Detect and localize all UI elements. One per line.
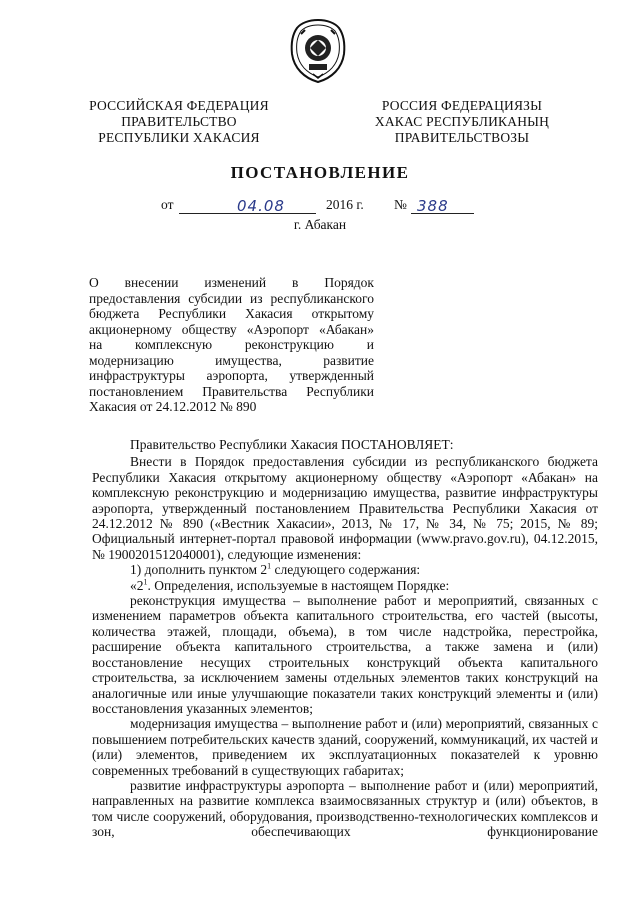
header-left-line: РОССИЙСКАЯ ФЕДЕРАЦИЯ [89,98,269,113]
subject-block [89,275,374,415]
subject-line: на комплексную реконструкцию и [89,337,374,352]
subject-line: бюджета Республики Хакасия открытому [89,306,374,321]
body-paragraph: реконструкция имущества – выполнение работ и мероприятий, связанных с изменением параметров объекта капитального строительства, его частей (высоты, количества этажей, площади, объема), в том числе надстройка, перестройка, расширение объекта капитального строительства, а также замена и (или) восстановление несущих строительных конструкций объекта капитального строительства, за исключением замены отдельных элементов таких конструкций на аналогичные или иные улучшающие показатели таких конструкций элементы и (или) восстановления указанных элементов; [92,593,598,716]
header-right-line: ХАКАС РЕСПУБЛИКАНЫҢ [374,114,550,129]
document-title: ПОСТАНОВЛЕНИЕ [230,163,410,182]
text-run: «2 [130,577,144,593]
date-from-label: от [161,197,174,212]
header-right-line: РОССИЯ ФЕДЕРАЦИЯЗЫ [381,98,543,113]
body-paragraph [92,578,598,593]
superscript: 1 [143,577,148,587]
document-body [92,437,598,840]
city-label: г. Абакан [293,217,347,232]
text-run: следующего содержания: [271,562,421,578]
header-left-block [88,98,270,146]
body-paragraph: модернизация имущества – выполнение работ и (или) мероприятий, связанных с повышением потребительских качеств зданий, сооружений, коммуникаций, их частей и (или) элементов, приведением их эксплуатационных показателей к уровню современных требований в существующих габаритах; [92,716,598,778]
body-paragraph: Внести в Порядок предоставления субсидии из республиканского бюджета Республики Хакасия открытому акционерному обществу «Аэропорт «Абакан» на комплексную реконструкцию и модернизацию имущества, развитие инфраструктуры аэропорта, утвержденный постановлением Правительства Республики Хакасия от 24.12.2012 № 890 («Вестник Хакасии», 2013, № 17, № 34, № 75; 2015, № 89; Официальный интернет-портал правовой информации (www.pravo.gov.ru), 04.12.2015, № 1900201512040001), следующие изменения: [92,454,598,562]
header-right-line: ПРАВИТЕЛЬСТВОЗЫ [394,130,530,145]
subject-line: инфраструктуры аэропорта, утвержденный [89,368,374,383]
text-run: . Определения, используемые в настоящем Порядке: [147,577,450,593]
superscript: 1 [267,561,272,571]
subject-line: акционерному обществу «Аэропорт «Абакан» [89,321,374,337]
coat-of-arms-emblem [289,18,347,84]
year-label: 2016 г. [326,197,364,212]
number-sign: № [394,197,407,212]
header-left-line: РЕСПУБЛИКИ ХАКАСИЯ [98,130,260,145]
handwritten-number: 388 [417,197,449,215]
body-paragraph: развитие инфраструктуры аэропорта – выполнение работ и (или) мероприятий, направленных на развитие комплекса взаимосвязанных структур и (или) объектов, в том числе сооружений, оборудования, производственно-технологических комплексов и зон, обеспечивающих функционирование [92,777,598,840]
header-right-block [370,98,554,146]
subject-line: Хакасия от 24.12.2012 № 890 [89,399,257,414]
subject-line: предоставления субсидии из республиканского [89,290,374,306]
header-left-line: ПРАВИТЕЛЬСТВО [121,114,237,129]
subject-line: О внесении изменений в Порядок [89,275,374,290]
handwritten-date: 04.08 [237,197,285,215]
text-run: 1) дополнить пунктом 2 [130,562,268,578]
subject-line: постановлением Правительства Республики [89,383,374,399]
body-paragraph [92,562,598,577]
body-paragraph-intro: Правительство Республики Хакасия ПОСТАНОВЛЯЕТ: [130,437,454,452]
subject-line: модернизацию имущества, развитие [89,352,374,368]
